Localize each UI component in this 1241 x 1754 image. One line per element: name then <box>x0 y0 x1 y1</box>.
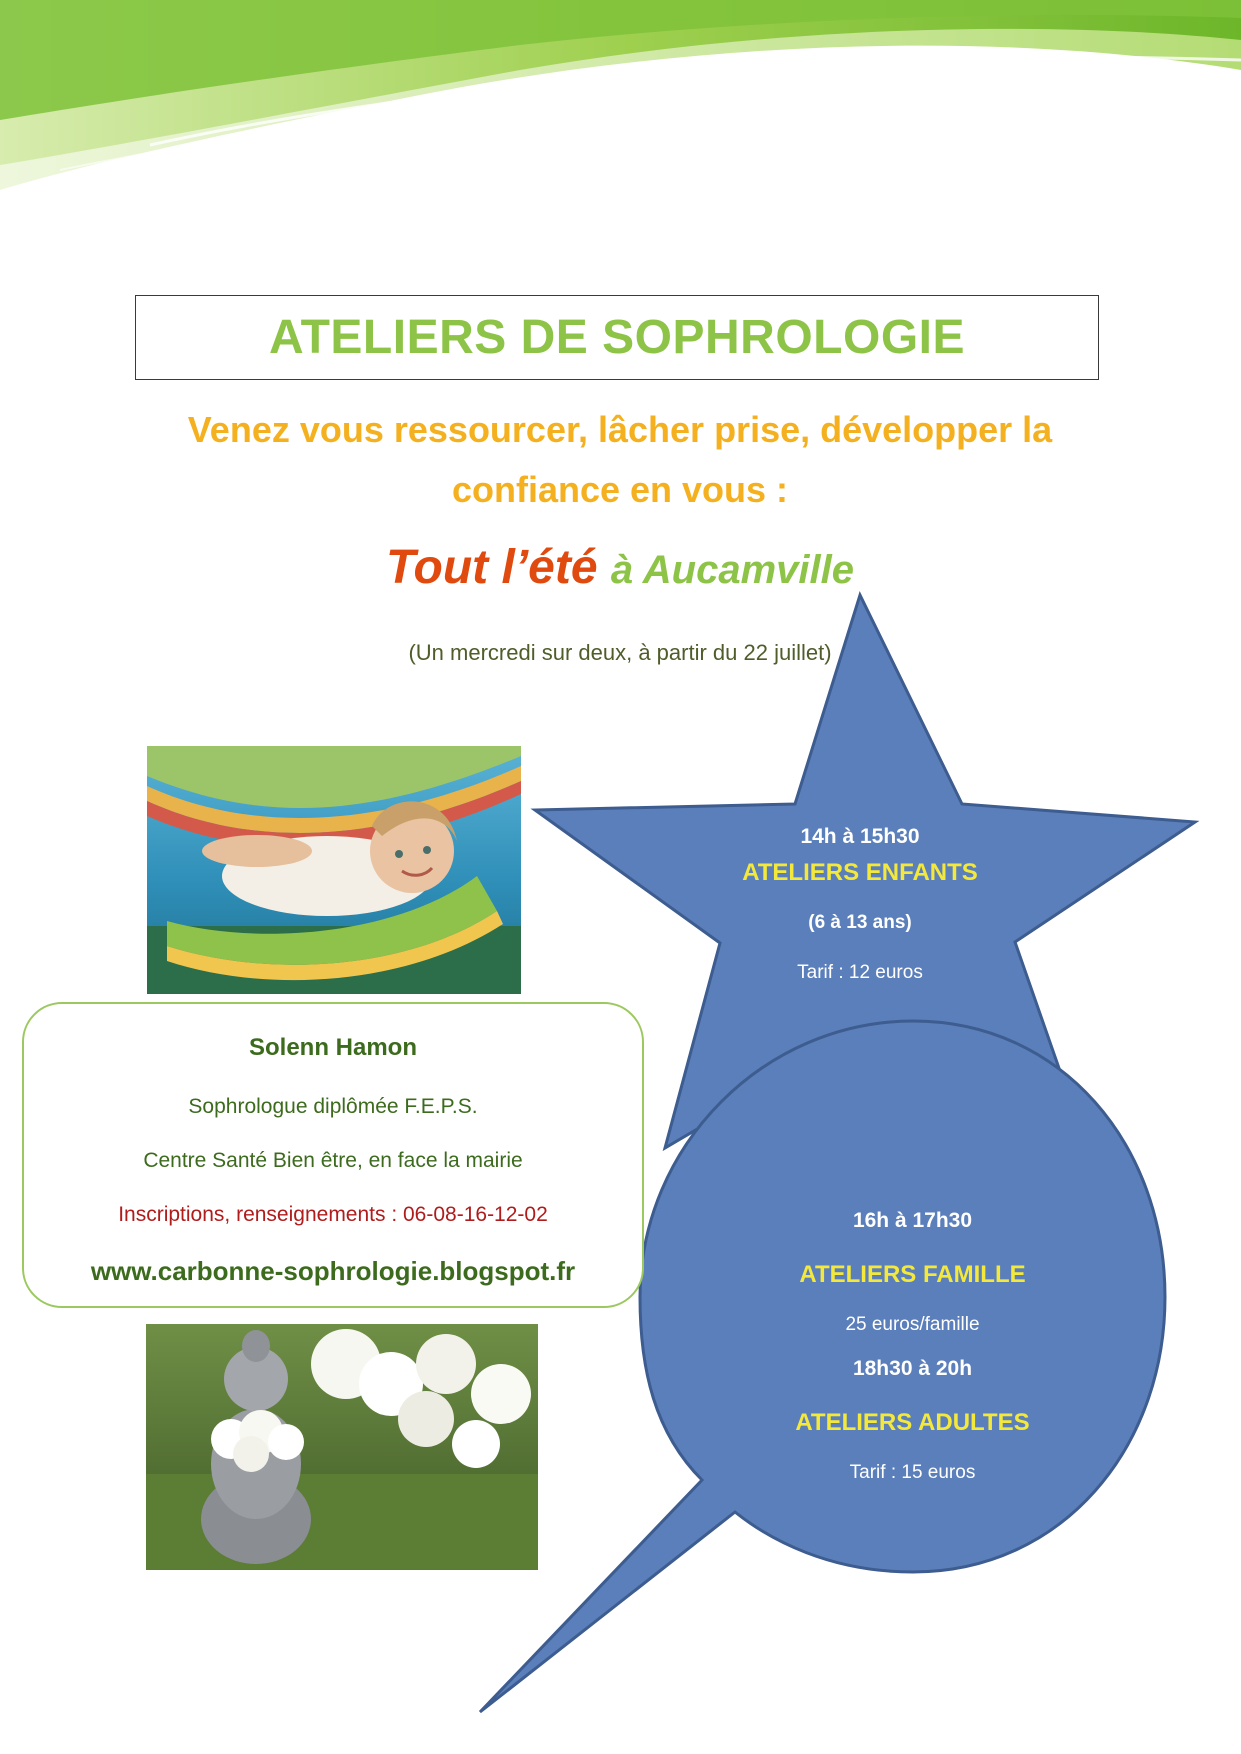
bubble-title-2: ATELIERS ADULTES <box>795 1409 1030 1436</box>
subtitle-line-1: Venez vous ressourcer, lâcher prise, développer la <box>187 409 1053 450</box>
star-ages: (6 à 13 ans) <box>808 912 912 933</box>
when-location-text: à Aucamville <box>610 548 854 592</box>
when-red-text: Tout l’été <box>386 541 598 594</box>
star-time: 14h à 15h30 <box>800 825 920 848</box>
contact-name: Solenn Hamon <box>248 1034 417 1061</box>
frequency-note: (Un mercredi sur deux, à partir du 22 juillet) <box>408 640 832 665</box>
girl-in-hammock-photo <box>147 746 521 994</box>
contact-place: Centre Santé Bien être, en face la mairie <box>143 1149 523 1172</box>
page-title: ATELIERS DE SOPHROLOGIE <box>268 311 965 364</box>
contact-card <box>22 1002 644 1308</box>
star-price: Tarif : 12 euros <box>797 962 923 983</box>
buddha-statue-with-flowers-photo <box>146 1324 538 1570</box>
star-title: ATELIERS ENFANTS <box>742 859 978 886</box>
bubble-time-1: 16h à 17h30 <box>852 1209 973 1232</box>
subtitle-line-2: confiance en vous : <box>451 469 789 510</box>
star-content <box>690 820 1030 990</box>
bubble-title-1: ATELIERS FAMILLE <box>799 1261 1026 1288</box>
contact-role: Sophrologue diplômée F.E.P.S. <box>188 1095 478 1118</box>
website-link[interactable]: www.carbonne-sophrologie.blogspot.fr <box>90 1256 576 1286</box>
contact-signup: Inscriptions, renseignements : 06-08-16-12-02 <box>118 1203 548 1226</box>
bubble-time-2: 18h30 à 20h <box>852 1357 973 1380</box>
bubble-price-1: 25 euros/famille <box>845 1314 980 1335</box>
bubble-content <box>740 1204 1085 1490</box>
bubble-price-2: Tarif : 15 euros <box>849 1462 976 1483</box>
